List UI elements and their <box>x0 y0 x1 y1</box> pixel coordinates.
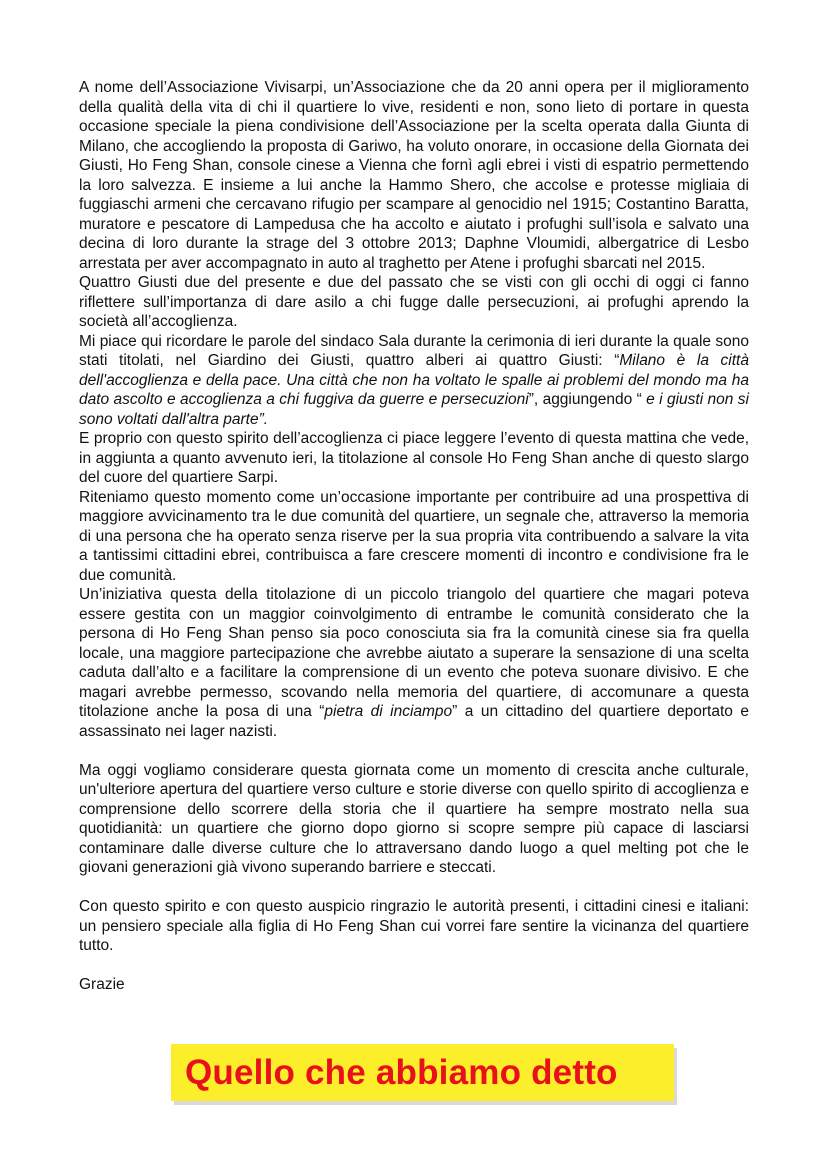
iniziativa-tail-text: ” a un cittadino del quartiere deportato e assassinato nei lager nazisti. <box>79 703 749 740</box>
sala-quote-ending: e i giusti non si sono voltati dall'altra parte”. <box>79 391 749 428</box>
paragraph-ma-oggi: Ma oggi vogliamo considerare questa giornata come un momento di crescita anche culturale, un'ulteriore apertura del quartiere verso culture e storie diverse con quello spirito di accoglienza e comprensione dello scorrere della storia che il quartiere ha sempre mostrato nella sua quotidianità: un quartiere che giorno dopo giorno si scopre sempre più capace di lasciarsi contaminare dalle diverse culture che lo attraversano dando luogo a quel melting pot che le giovani generazioni già vivono superando barriere e steccati. <box>79 761 749 876</box>
sala-quote-text: Milano è la città dell'accoglienza e della pace. Una città che non ha voltato le spalle ai problemi del mondo ma ha dato ascolto e accoglienza a chi fuggiva da guerre e persecuzioni <box>79 352 749 408</box>
paragraph-iniziativa <box>79 585 749 741</box>
paragraph-quattro-giusti: Quattro Giusti due del presente e due del passato che se visti con gli occhi di oggi ci fanno riflettere sull’importanza di dare asilo a chi fugge dalle persecuzioni, ai profughi aprendo la società all’accoglienza. <box>79 274 749 330</box>
paragraph-ringraziamento: Con questo spirito e con questo auspicio ringrazio le autorità presenti, i cittadini cinesi e italiani: un pensiero speciale alla figlia di Ho Feng Shan cui vorrei fare sentire la vicinanza del quartiere tutto. <box>79 898 749 954</box>
paragraph-spacer <box>79 741 749 761</box>
pietra-di-inciampo-text: pietra di inciampo <box>324 703 453 720</box>
paragraph-sindaco-sala <box>79 332 749 430</box>
paragraph-spirito-accoglienza: E proprio con questo spirito dell’accoglienza ci piace leggere l’evento di questa mattina che vede, in aggiunta a quanto avvenuto ieri, la titolazione al console Ho Feng Shan anche di questo slargo del cuore del quartiere Sarpi. <box>79 430 749 486</box>
highlight-banner <box>171 1044 674 1101</box>
paragraph-riteniamo: Riteniamo questo momento come un’occasione importante per contribuire ad una prospettiva di maggiore avvicinamento tra le due comunità del quartiere, un segnale che, attraverso la memoria di una persona che ha operato senza riserve per la sua propria vita contribuendo a salvare la vita a tantissimi cittadini ebrei, contribuisca a fare crescere momenti di incontro e condivisione fra le due comunità. <box>79 488 749 584</box>
sala-intro-text: Mi piace qui ricordare le parole del sindaco Sala durante la cerimonia di ieri durante la quale sono stati titolati, nel Giardino dei Giusti, quattro alberi ai quattro Giusti: “ <box>79 332 749 369</box>
iniziativa-text: Un’iniziativa questa della titolazione di un piccolo triangolo del quartiere che magari poteva essere gestita con un maggior coinvolgimento di entrambe le comunità considerato che la persona di Ho Feng Shan penso sia poco conosciuta sia fra la comunità cinese sia fra quella locale, una maggiore partecipazione che avrebbe aiutato a superare la sensazione di una scelta caduta dall’alto e a facilitare la comprensione di un evento che poteva suonare divisivo. E che magari avrebbe permesso, scovando nella memoria del quartiere, di accomunare a questa titolazione anche la posa di una “ <box>79 586 749 720</box>
sala-middle-text: ”, aggiungendo “ <box>528 391 642 408</box>
closing-grazie: Grazie <box>79 976 125 993</box>
paragraph-spacer <box>79 956 749 976</box>
document-body <box>79 78 749 995</box>
paragraph-spacer <box>79 878 749 898</box>
paragraph-intro: A nome dell’Associazione Vivisarpi, un’Associazione che da 20 anni opera per il miglioramento della qualità della vita di chi il quartiere lo vive, residenti e non, sono lieto di portare in questa occasione speciale la piena condivisione dell’Associazione per la scelta operata dalla Giunta di Milano, che accogliendo la proposta di Gariwo, ha voluto onorare, in occasione della Giornata dei Giusti, Ho Feng Shan, console cinese a Vienna che fornì agli ebrei i visti di espatrio permettendo la loro salvezza. E insieme a lui anche la Hammo Shero, che accolse e protesse migliaia di fuggiaschi armeni che cercavano rifugio per scampare al genocidio nel 1915; Costantino Baratta, muratore e pescatore di Lampedusa che ha accolto e aiutato i profughi sull’isola e salvato una decina di loro durante la strage del 3 ottobre 2013; Daphne Vloumidi, albergatrice di Lesbo arrestata per aver accompagnato in auto al traghetto per Atene i profughi sbarcati nel 2015. <box>79 79 749 272</box>
banner-text: Quello che abbiamo detto <box>185 1053 618 1092</box>
